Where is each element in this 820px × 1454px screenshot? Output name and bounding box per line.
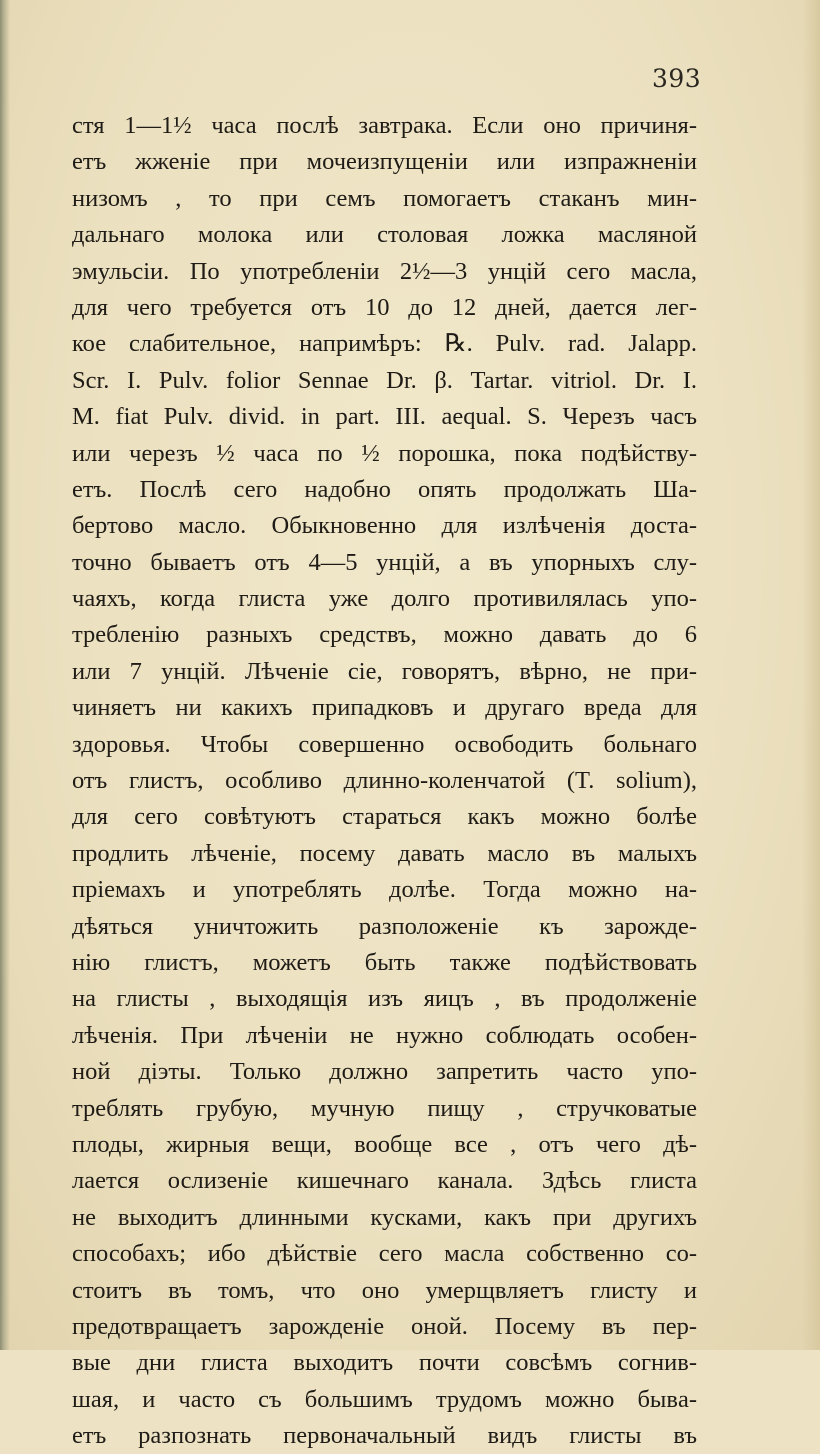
page-edge-shadow [802, 0, 820, 1350]
text-line: или черезъ ½ часа по ½ порошка, пока подѣйству- [72, 439, 697, 467]
text-line: способахъ; ибо дѣйствіе сего масла собственно со- [72, 1240, 697, 1268]
text-line: чиняетъ ни какихъ припадковъ и другаго вреда для [72, 694, 697, 722]
text-line: кое слабительное, напримѣръ: ℞. Pulv. rad. Jalapp. [72, 330, 697, 358]
text-line: бертово масло. Обыкновенно для излѣченія доста- [72, 512, 697, 540]
text-line: продлить лѣченіе, посему давать масло въ малыхъ [72, 839, 697, 867]
text-line: требленію разныхъ средствъ, можно давать до 6 [72, 621, 697, 649]
text-line: стя 1—1½ часа послѣ завтрака. Если оно причиня- [72, 112, 697, 139]
text-line: етъ разпознать первоначальный видъ глисты въ [72, 1422, 697, 1450]
body-text [72, 108, 697, 1454]
text-line: етъ. Послѣ сего надобно опять продолжать Ша- [72, 475, 697, 503]
text-line: лѣченія. При лѣченіи не нужно соблюдать особен- [72, 1021, 697, 1049]
text-line: отъ глистъ, особливо длинно-коленчатой (T. solium), [72, 767, 697, 795]
text-line: пріемахъ и употреблять долѣе. Тогда можно на- [72, 876, 697, 904]
text-line: M. fiat Pulv. divid. in part. III. aequal. S. Черезъ часъ [72, 403, 697, 431]
text-line: етъ жженіе при мочеизпущеніи или изпражненіи [72, 148, 697, 176]
text-line: точно бываетъ отъ 4—5 унцій, а въ упорныхъ слу- [72, 548, 697, 576]
text-line: здоровья. Чтобы совершенно освободить больнаго [72, 730, 697, 758]
text-line: дальнаго молока или столовая ложка масляной [72, 221, 697, 249]
text-line: лается ослизеніе кишечнаго канала. Здѣсь глиста [72, 1167, 697, 1195]
page-number: 393 [652, 64, 702, 93]
text-line: дѣяться уничтожить разположеніе къ зарожде- [72, 912, 697, 940]
text-line: на глисты , выходящія изъ яицъ , въ продолженіе [72, 985, 697, 1013]
text-line: треблять грубую, мучную пищу , стручковатые [72, 1094, 697, 1122]
text-line: эмульсіи. По употребленіи 2½—3 унцій сего масла, [72, 257, 697, 285]
text-line: или 7 унцій. Лѣченіе сіе, говорятъ, вѣрно, не при- [72, 657, 697, 685]
text-line: ной діэты. Только должно запретить часто упо- [72, 1058, 697, 1086]
text-line: Scr. I. Pulv. folior Sennae Dr. β. Tartar. vitriol. Dr. I. [72, 366, 697, 394]
text-line: низомъ , то при семъ помогаетъ стаканъ мин- [72, 184, 697, 212]
text-line: стоитъ въ томъ, что оно умерщвляетъ глисту и [72, 1276, 697, 1304]
text-line: чаяхъ, когда глиста уже долго противилялась упо- [72, 585, 697, 613]
text-line: для чего требуется отъ 10 до 12 дней, дается лег- [72, 293, 697, 321]
text-line: плоды, жирныя вещи, вообще все , отъ чего дѣ- [72, 1130, 697, 1158]
text-line: предотвращаетъ зарожденіе оной. Посему въ пер- [72, 1312, 697, 1340]
text-line: для сего совѣтуютъ стараться какъ можно болѣе [72, 803, 697, 831]
text-line: нію глистъ, можетъ быть также подѣйствовать [72, 948, 697, 976]
text-line: шая, и часто съ большимъ трудомъ можно бывa- [72, 1385, 697, 1413]
page-binding-shadow [0, 0, 10, 1350]
text-line: не выходитъ длинными кусками, какъ при другихъ [72, 1203, 697, 1231]
text-line: вые дни глиста выходитъ почти совсѣмъ согнив- [72, 1349, 697, 1377]
